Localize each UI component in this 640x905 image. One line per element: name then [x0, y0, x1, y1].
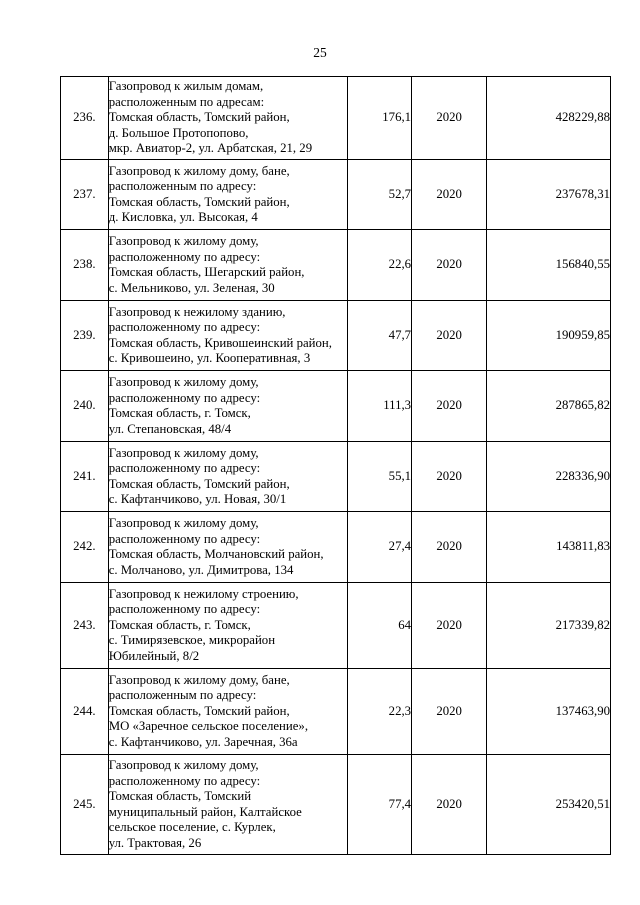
object-name-line: расположенному по адресу:: [108, 602, 261, 617]
row-number-cell: 239.: [61, 301, 109, 371]
table-row: [61, 755, 611, 855]
object-name-cell: [108, 301, 347, 371]
table-row: [61, 583, 611, 669]
object-name-line: Томская область, г. Томск,: [108, 617, 251, 632]
object-name-line: д. Кисловка, ул. Высокая, 4: [108, 210, 258, 224]
object-name-line: расположенным по адресу:: [108, 179, 257, 193]
object-name-line: Юбилейный, 8/2: [108, 648, 200, 663]
object-name-cell: [108, 371, 347, 442]
object-name-line: д. Большое Протопопово,: [108, 125, 249, 140]
object-name-line: с. Молчаново, ул. Димитрова, 134: [108, 562, 294, 577]
object-name-cell: [108, 160, 347, 230]
row-number-cell: 244.: [61, 669, 109, 755]
object-name-line: ул. Степановская, 48/4: [108, 421, 232, 436]
object-name-line: мкр. Авиатор-2, ул. Арбатская, 21, 29: [108, 141, 313, 156]
length-cell: 27,4: [348, 512, 412, 583]
cost-cell: 237678,31: [487, 160, 611, 230]
object-name-line: расположенному по адресу:: [108, 773, 261, 788]
object-name-line: Томская область, Томский район,: [108, 194, 290, 209]
object-name-line: расположенному по адресу:: [108, 531, 261, 546]
year-cell: 2020: [412, 371, 487, 442]
object-name-line: МО «Заречное сельское поселение»,: [108, 719, 309, 734]
object-name-line: Томская область, Молчановский район,: [108, 547, 324, 561]
object-name-line: расположенному по адресу:: [108, 461, 261, 475]
object-name-line: сельское поселение, с. Курлек,: [108, 820, 276, 834]
year-cell: 2020: [412, 583, 487, 669]
year-cell: 2020: [412, 512, 487, 583]
cost-cell: 253420,51: [487, 755, 611, 855]
object-name-line: расположенным по адресу:: [108, 688, 257, 703]
cost-cell: 137463,90: [487, 669, 611, 755]
object-name-line: Томская область, Шегарский район,: [108, 265, 305, 279]
object-name-line: расположенным по адресам:: [108, 94, 265, 109]
object-name-line: Газопровод к жилому дому,: [108, 375, 259, 389]
object-name-line: расположенному по адресу:: [108, 320, 261, 334]
row-number-cell: 242.: [61, 512, 109, 583]
object-name-cell: [108, 77, 347, 160]
object-name-line: с. Кафтанчиково, ул. Заречная, 36а: [108, 734, 298, 749]
table-row: [61, 230, 611, 301]
cost-cell: 190959,85: [487, 301, 611, 371]
length-cell: 47,7: [348, 301, 412, 371]
length-cell: 55,1: [348, 442, 412, 512]
row-number-cell: 238.: [61, 230, 109, 301]
table-row: [61, 301, 611, 371]
object-name-line: Газопровод к нежилому зданию,: [108, 304, 286, 319]
cost-cell: 156840,55: [487, 230, 611, 301]
object-name-cell: [108, 669, 347, 755]
object-name-cell: [108, 442, 347, 512]
gas-pipeline-registry-table: [60, 76, 611, 855]
object-name-line: с. Кафтанчиково, ул. Новая, 30/1: [108, 492, 287, 506]
year-cell: 2020: [412, 669, 487, 755]
cost-cell: 217339,82: [487, 583, 611, 669]
object-name-line: расположенному по адресу:: [108, 390, 261, 405]
year-cell: 2020: [412, 230, 487, 301]
row-number-cell: 245.: [61, 755, 109, 855]
table-row: [61, 160, 611, 230]
length-cell: 111,3: [348, 371, 412, 442]
length-cell: 52,7: [348, 160, 412, 230]
object-name-line: расположенному по адресу:: [108, 249, 261, 264]
object-name-line: Газопровод к жилому дому,: [108, 234, 259, 248]
object-name-line: Газопровод к жилому дому,: [108, 516, 259, 530]
length-cell: 77,4: [348, 755, 412, 855]
row-number-cell: 243.: [61, 583, 109, 669]
object-name-line: Газопровод к жилому дому,: [108, 758, 259, 772]
object-name-line: Газопровод к нежилому строению,: [108, 586, 299, 601]
object-name-line: Томская область, Томский район,: [108, 703, 290, 718]
object-name-line: Томская область, Томский район,: [108, 476, 290, 491]
year-cell: 2020: [412, 160, 487, 230]
row-number-cell: 236.: [61, 77, 109, 160]
length-cell: 176,1: [348, 77, 412, 160]
object-name-line: Газопровод к жилому дому,: [108, 445, 259, 460]
object-name-line: Газопровод к жилому дому, бане,: [108, 163, 290, 178]
object-name-line: ул. Трактовая, 26: [108, 835, 202, 850]
table-row: [61, 371, 611, 442]
object-name-cell: [108, 230, 347, 301]
cost-cell: 228336,90: [487, 442, 611, 512]
table-row: [61, 442, 611, 512]
object-name-line: Томская область, Томский район,: [108, 110, 290, 125]
row-number-cell: 237.: [61, 160, 109, 230]
cost-cell: 287865,82: [487, 371, 611, 442]
object-name-cell: [108, 755, 347, 855]
object-name-cell: [108, 512, 347, 583]
row-number-cell: 240.: [61, 371, 109, 442]
length-cell: 22,6: [348, 230, 412, 301]
page-number: 25: [313, 45, 327, 60]
year-cell: 2020: [412, 77, 487, 160]
object-name-line: с. Кривошеино, ул. Кооперативная, 3: [108, 351, 311, 365]
length-cell: 64: [348, 583, 412, 669]
length-cell: 22,3: [348, 669, 412, 755]
cost-cell: 428229,88: [487, 77, 611, 160]
object-name-line: Томская область, Томский: [108, 789, 252, 803]
table-row: [61, 512, 611, 583]
object-name-line: с. Мельниково, ул. Зеленая, 30: [108, 280, 275, 295]
object-name-line: Томская область, г. Томск,: [108, 406, 251, 420]
table-row: [61, 77, 611, 160]
object-name-line: Газопровод к жилым домам,: [108, 79, 264, 94]
year-cell: 2020: [412, 301, 487, 371]
object-name-line: муниципальный район, Калтайское: [108, 804, 302, 819]
row-number-cell: 241.: [61, 442, 109, 512]
object-name-line: Томская область, Кривошеинский район,: [108, 335, 332, 350]
table-row: [61, 669, 611, 755]
object-name-line: Газопровод к жилому дому, бане,: [108, 672, 290, 687]
year-cell: 2020: [412, 442, 487, 512]
object-name-line: с. Тимирязевское, микрорайон: [108, 633, 276, 648]
object-name-cell: [108, 583, 347, 669]
table-body: [61, 77, 611, 855]
year-cell: 2020: [412, 755, 487, 855]
cost-cell: 143811,83: [487, 512, 611, 583]
